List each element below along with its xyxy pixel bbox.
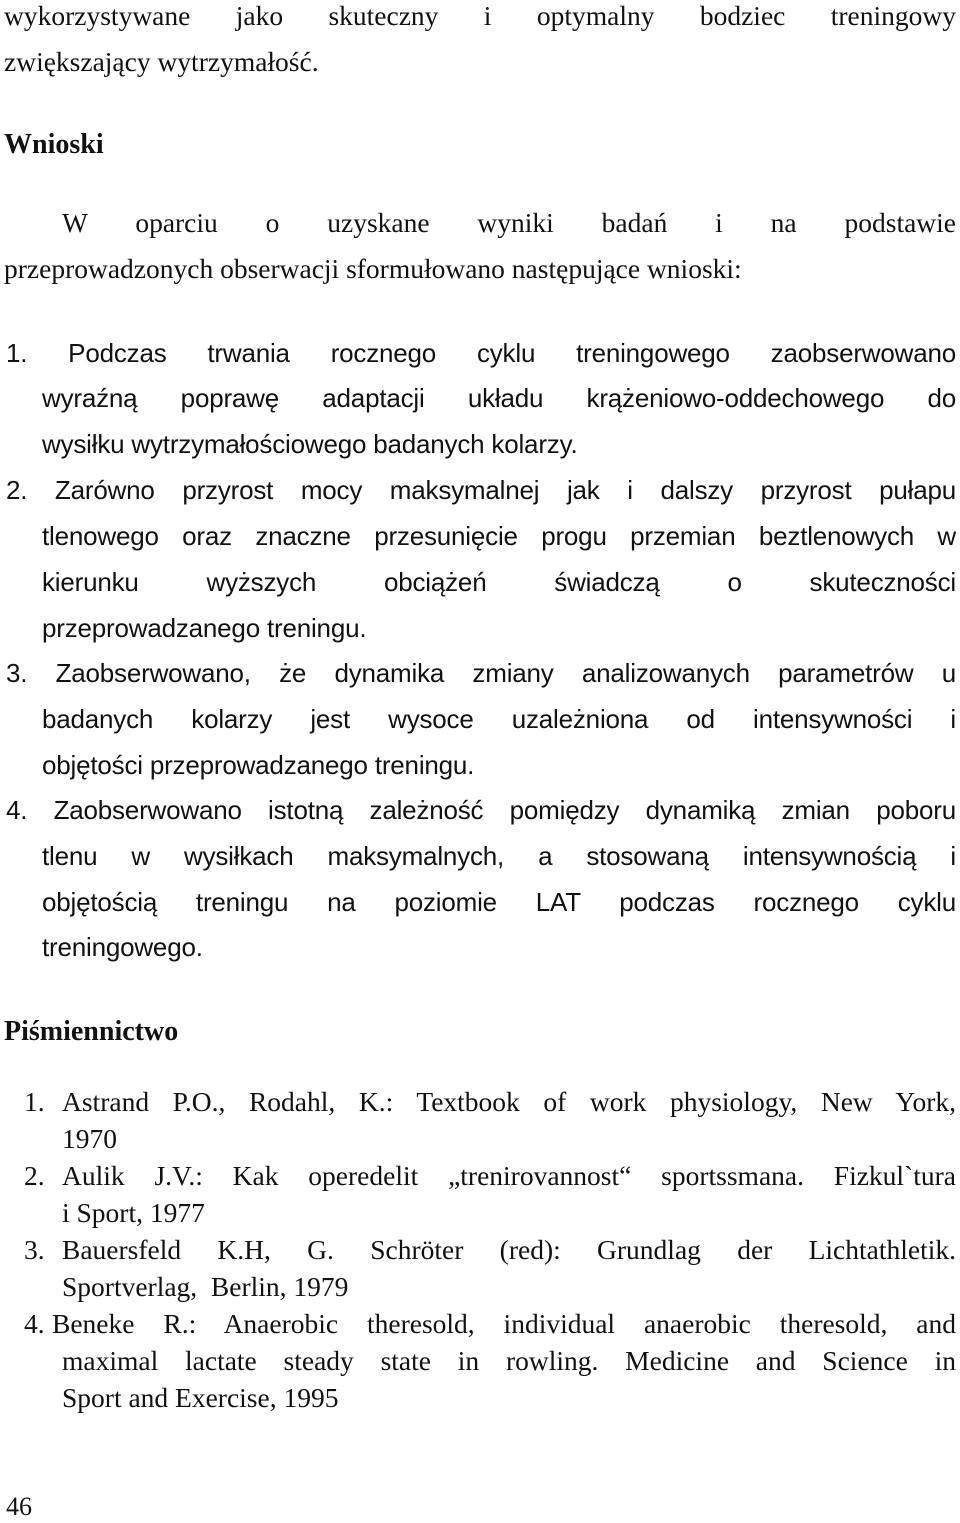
conclusion-2-line-1: 2. Zarówno przyrost mocy maksymalnej jak i dalszy przyrost pułapu [6,475,956,505]
intro-line-2: zwiększający wytrzymałość. [4,46,319,77]
intro-line-1: wykorzystywane jako skuteczny i optymalny bodziec treningowy [4,0,956,31]
conclusion-4-line-1: 4. Zaobserwowano istotną zależność pomiędzy dynamiką zmian poboru [6,795,956,825]
references-heading: Piśmiennictwo [4,1016,179,1047]
reference-2-line-2: i Sport, 1977 [62,1197,205,1228]
conclusion-2-line-3: kierunku wyższych obciążeń świadczą o skuteczności [42,567,956,597]
conclusions-intro-line-2: przeprowadzonych obserwacji sformułowano następujące wnioski: [4,253,742,284]
reference-1-line-1: Astrand P.O., Rodahl, K.: Textbook of work physiology, New York, [62,1086,956,1117]
conclusions-intro-line-1: W oparciu o uzyskane wyniki badań i na podstawie [62,207,956,238]
reference-1-number: 1. [24,1086,45,1117]
conclusion-2-line-4: przeprowadzanego treningu. [42,613,367,643]
conclusion-4-line-2: tlenu w wysiłkach maksymalnych, a stosowaną intensywnością i [42,841,956,871]
conclusion-1-line-1: 1. Podczas trwania rocznego cyklu treningowego zaobserwowano [6,338,956,368]
reference-4-number: 4. [24,1308,45,1339]
page-number: 46 [6,1492,32,1521]
reference-4-line-3: Sport and Exercise, 1995 [62,1382,339,1413]
conclusion-1-line-2: wyraźną poprawę adaptacji układu krążeniowo-oddechowego do [42,383,956,413]
reference-3-number: 3. [24,1234,45,1265]
conclusion-1-line-3: wysiłku wytrzymałościowego badanych kolarzy. [42,429,578,459]
conclusion-2-line-2: tlenowego oraz znaczne przesunięcie progu przemian beztlenowych w [42,521,956,551]
conclusion-4-line-4: treningowego. [42,932,203,962]
reference-1-line-2: 1970 [62,1123,117,1154]
reference-4-line-2: maximal lactate steady state in rowling. Medicine and Science in [62,1345,956,1376]
conclusion-3-line-1: 3. Zaobserwowano, że dynamika zmiany analizowanych parametrów u [6,658,956,688]
conclusion-4-line-3: objętością treningu na poziomie LAT podczas rocznego cyklu [42,887,956,917]
reference-2-line-1: Aulik J.V.: Kak operedelit „trenirovannost“ sportssmana. Fizkul`tura [62,1160,956,1191]
conclusions-heading: Wnioski [4,129,104,160]
reference-3-line-1: Bauersfeld K.H, G. Schröter (red): Grundlag der Lichtathletik. [62,1234,956,1265]
reference-4-line-1: Beneke R.: Anaerobic theresold, individual anaerobic theresold, and [52,1308,956,1339]
conclusion-3-line-2: badanych kolarzy jest wysoce uzależniona od intensywności i [42,704,956,734]
reference-2-number: 2. [24,1160,45,1191]
reference-3-line-2: Sportverlag, Berlin, 1979 [62,1271,349,1302]
conclusion-3-line-3: objętości przeprowadzanego treningu. [42,750,475,780]
